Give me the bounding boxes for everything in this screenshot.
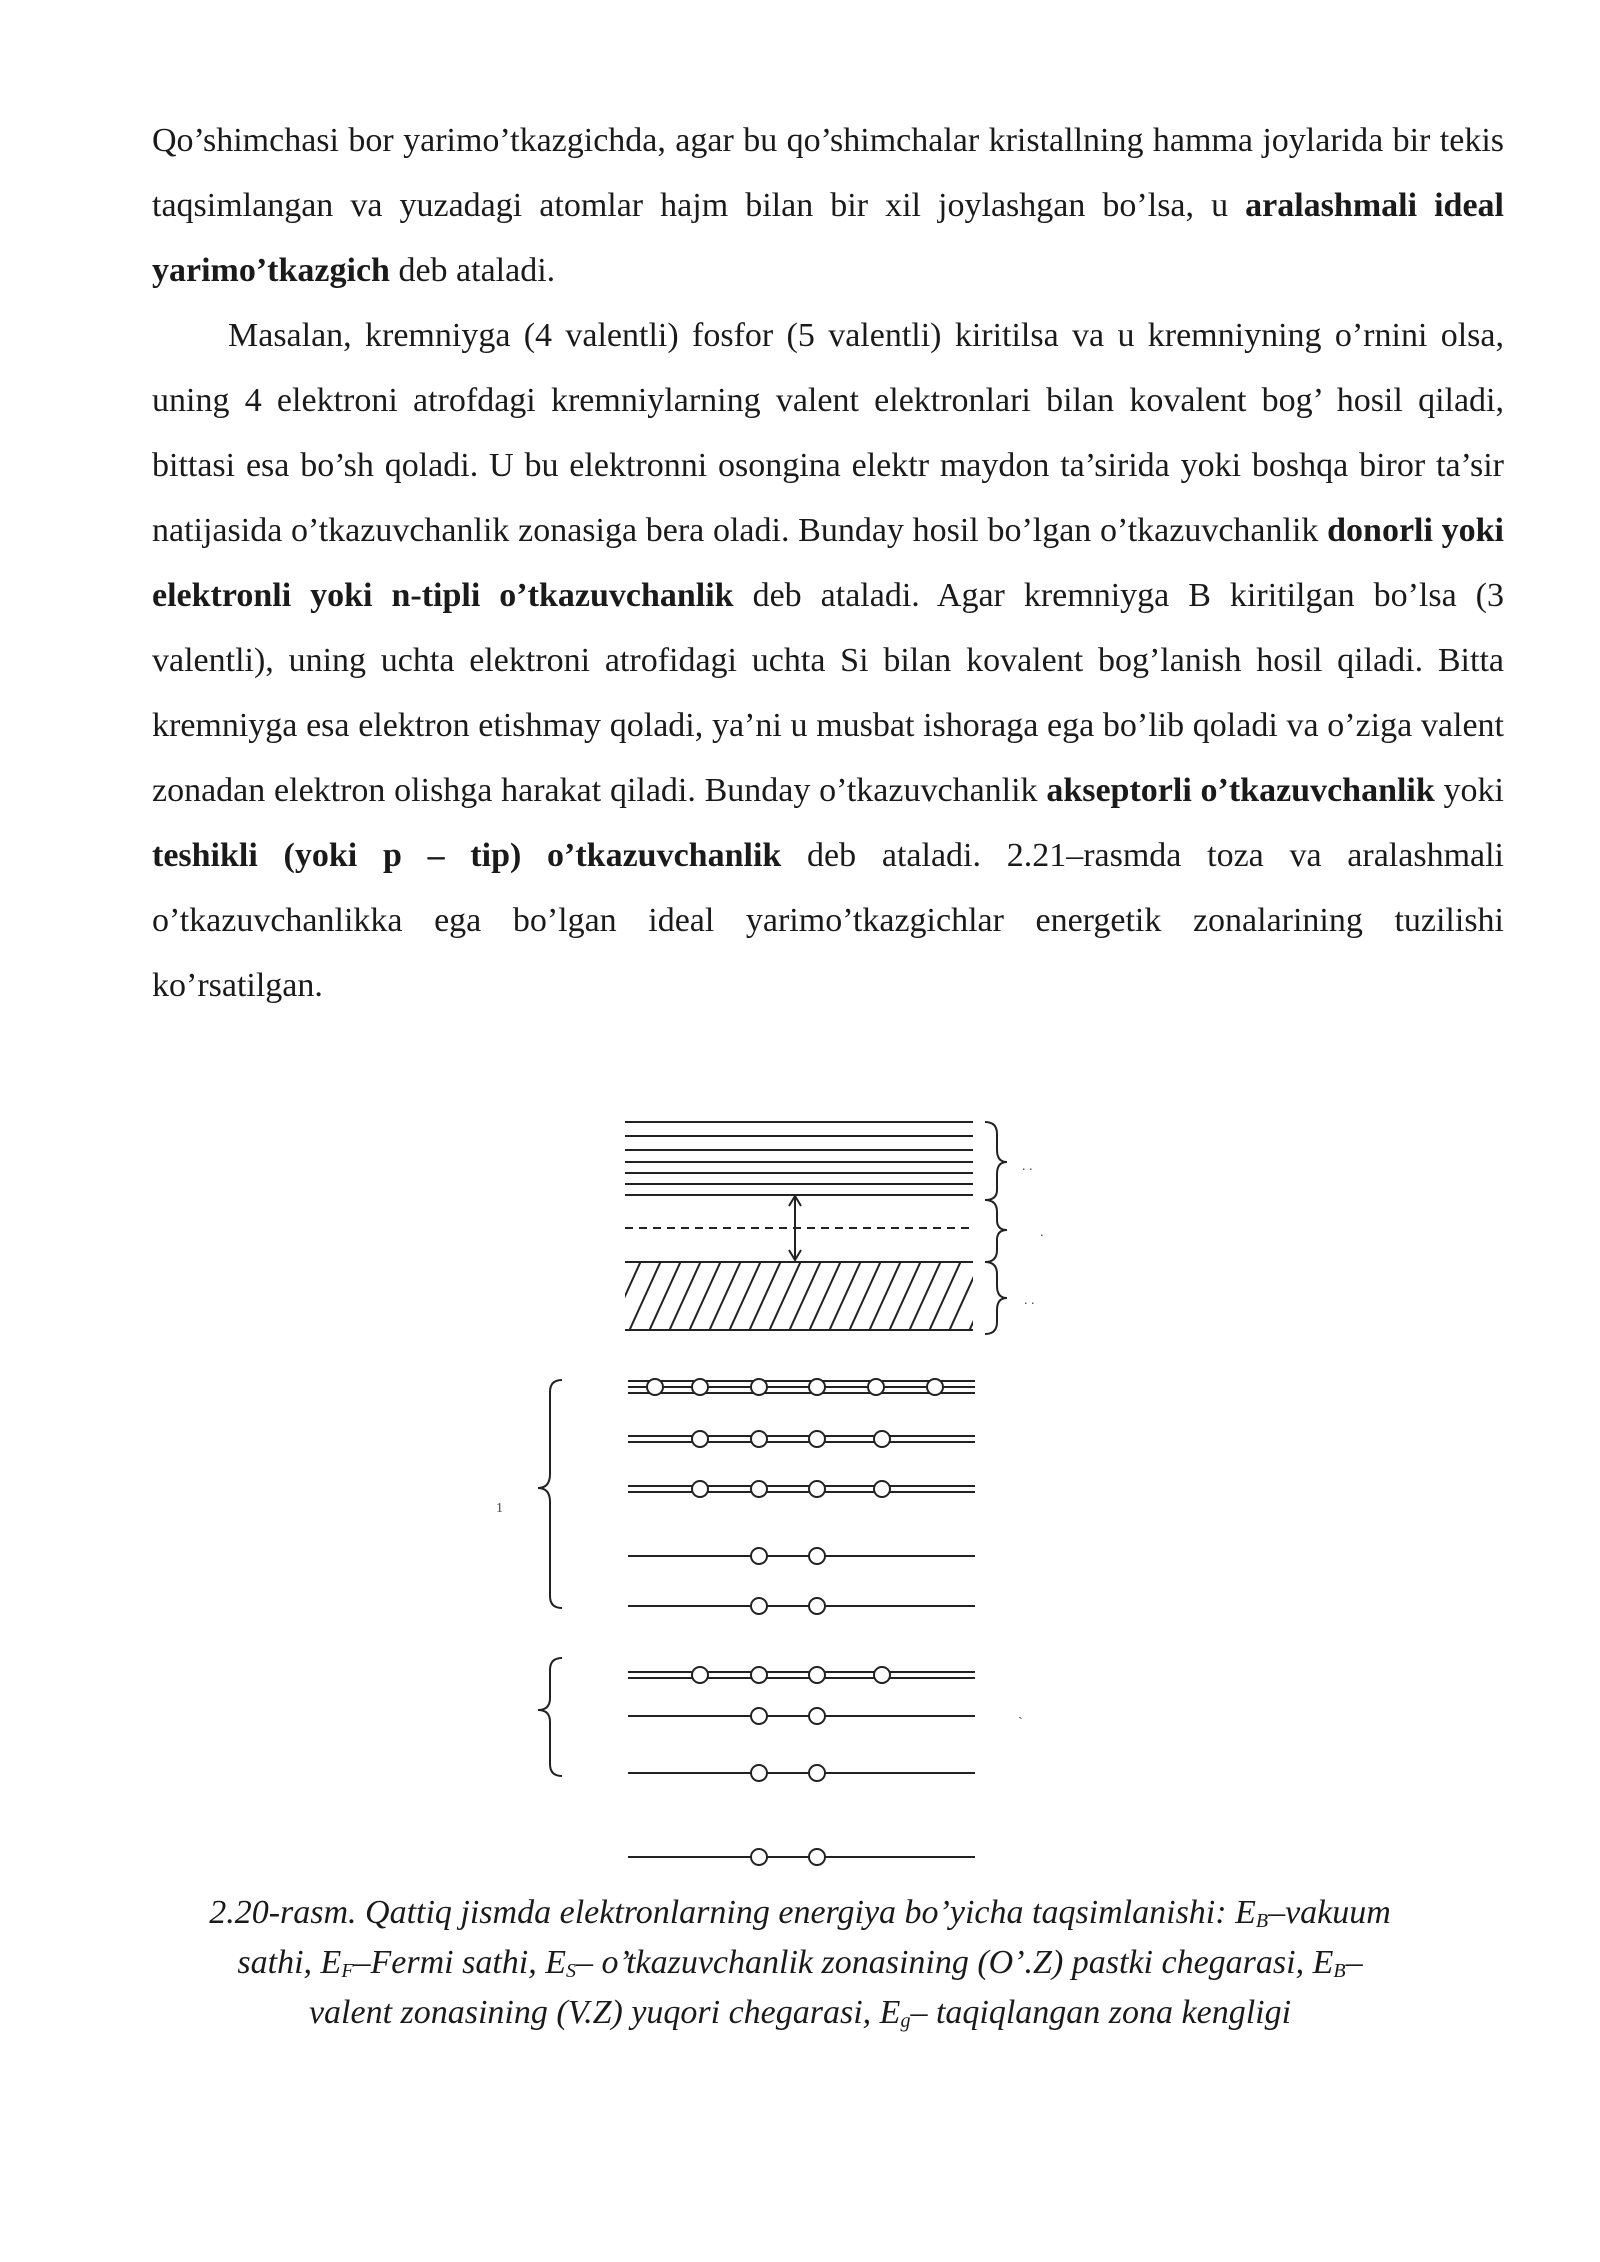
conduction-band-lines [625,1122,973,1195]
caption-text-3a: valent zonasining (V.Z) yuqori chegarasi, E [308,1994,901,2031]
level-1 [628,1379,975,1395]
paragraph-2-text-a: Masalan, kremniyga (4 valentli) fosfor (5 valentli) kiritilsa va u kremniyning o’rnini olsa, uning 4 elektroni atrofdagi kremniylarning valent elektronlari bilan kovalent bog’ hosil qiladi, bittasi esa bo’sh qoladi. U bu elektronni osongina elektr maydon ta’sirida yoki boshqa biror ta’sir natijasida o’tkazuvchanlik zonasiga bera oladi. Bunday hosil bo’lgan o’tkazuvchanlik [152,317,1504,549]
caption-sub-2c: B [1333,1960,1346,1982]
figure-label-dots-b: . [1040,1225,1044,1240]
caption-sub-1: B [1255,1910,1269,1932]
paragraph-2-text-c: yoki [1434,772,1504,809]
paragraph-2 [152,303,1504,1018]
level-9 [628,1849,975,1865]
caption-line-3 [160,1988,1440,2038]
paragraph-1 [152,108,1504,303]
caption-text-2b: –Fermi sathi, E [353,1944,567,1981]
energy-band-diagram [0,1100,1600,1880]
energy-band-figure [0,1100,1600,1880]
term-donor-conductivity: donorli yoki elektronli yoki n-tipli o’tkazuvchanlik [152,512,1504,614]
paragraph-2-text-b: deb ataladi. Agar kremniyga B kiritilgan bo’lsa (3 valentli), uning uchta elektroni atrofidagi uchta Si bilan kovalent bog’lanish hosil qiladi. Bitta kremniyga esa elektron etishmay qoladi, ya’ni u musbat ishoraga ega bo’lib qoladi va o’ziga valent zonadan elektron olishga harakat qiladi. Bunday o’tkazuvchanlik [152,577,1504,809]
caption-text-1a: 2.20-rasm. Qattiq jismda elektronlarning energiya bo’yicha taqsimlanishi: E [209,1894,1256,1931]
level-8 [628,1765,975,1781]
caption-text-3b: – taqiqlangan zona kengligi [910,1994,1292,2031]
level-2 [628,1431,975,1447]
caption-line-2 [160,1938,1440,1988]
caption-sub-3: g [900,2010,911,2032]
level-6 [628,1667,975,1683]
caption-sub-2b: S [566,1960,577,1982]
figure-label-tick: ˏ [1018,1705,1023,1720]
paragraph-1-text: Qo’shimchasi bor yarimo’tkazgichda, agar bu qo’shimchalar kristallning hamma joylarida bir tekis taqsimlangan va yuzadagi atomlar hajm bilan bir xil joylashgan bo’lsa, u [152,122,1504,224]
level-5 [628,1598,975,1614]
paragraph-1-end: deb ataladi. [389,252,556,289]
caption-text-1b: –vakuum [1268,1894,1391,1931]
caption-line-1 [160,1888,1440,1938]
caption-text-2d: – [1345,1944,1363,1981]
term-acceptor-conductivity: akseptorli o’tkazuvchanlik [1046,772,1435,809]
level-4 [628,1548,975,1564]
paragraph-2-text-d: deb ataladi. 2.21–rasmda toza va aralashmali o’tkazuvchanlikka ega bo’lgan ideal yarimo’tkazgichlar energetik zonalarining tuzilishi ko’rsatilgan. [152,837,1504,1004]
term-hole-conductivity: teshikli (yoki p – tip) o’tkazuvchanlik [152,837,782,874]
brace-middle-right [985,1200,1007,1262]
figure-label-dots-c: . . [1024,1293,1035,1308]
brace-upper-right [985,1122,1007,1200]
caption-text-2a: sathi, E [237,1944,342,1981]
caption-text-2c: – o’tkazuvchanlik zonasining (O’.Z) pastki chegarasi, E [576,1944,1334,1981]
level-3 [628,1481,975,1497]
valence-band-hatched [605,1252,1005,1340]
caption-sub-2a: F [341,1960,354,1982]
body-text [152,108,1504,1018]
level-7 [628,1708,975,1724]
electron-levels [628,1379,975,1865]
figure-label-dots-a: . . [1022,1159,1033,1174]
figure-label-1: 1 [496,1501,503,1516]
brace-lower-right [985,1262,1007,1334]
term-ideal-semiconductor: aralashmali ideal yarimo’tkazgich [152,187,1504,289]
brace-upper-left [538,1380,562,1608]
figure-caption [160,1888,1440,2038]
brace-lower-left [538,1658,562,1776]
